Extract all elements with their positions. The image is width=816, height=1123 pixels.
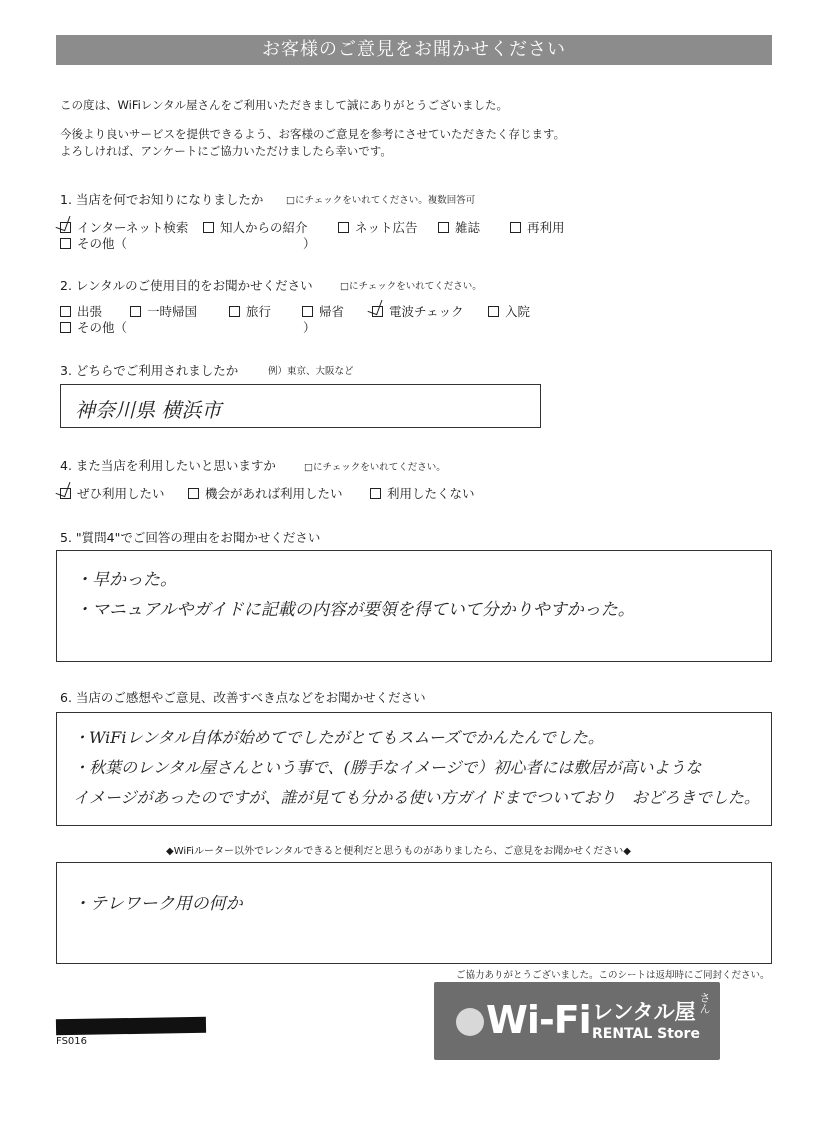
q2-label: 2. レンタルのご使用目的をお聞かせください (60, 278, 313, 293)
q5-answer-line-1: ・早かった。 (75, 570, 177, 590)
checkbox-icon[interactable] (229, 306, 240, 317)
checkbox-icon[interactable] (302, 306, 313, 317)
option-label: ネット広告 (355, 220, 418, 235)
intro-line-1: この度は、WiFiレンタル屋さんをご利用いただきまして誠にありがとうございました。 (60, 98, 509, 112)
logo-jp: レンタル屋 (592, 1000, 696, 1024)
q2-option-temp-return[interactable] (130, 302, 197, 320)
redacted-id (56, 1017, 206, 1036)
q6-label: 6. 当店のご感想やご意見、改善すべき点などをお聞かせください (60, 690, 426, 705)
q1-option-magazine[interactable] (438, 218, 480, 236)
q3-label: 3. どちらでご利用されましたか (60, 363, 239, 378)
option-label: 電波チェック (389, 304, 464, 319)
form-code: FS016 (56, 1036, 88, 1047)
option-label: 利用したくない (387, 486, 475, 501)
q2-option-signal-check[interactable] (372, 302, 464, 320)
checkbox-icon[interactable] (488, 306, 499, 317)
option-label: 雑誌 (455, 220, 481, 235)
checkbox-icon[interactable] (372, 306, 383, 317)
q1-option-referral[interactable] (203, 218, 308, 236)
q3-answer: 神奈川県 横浜市 (75, 398, 222, 422)
checkbox-icon[interactable] (60, 238, 71, 249)
intro-line-2: 今後より良いサービスを提供できるよう、お客様のご意見を参考にさせていただきたく存じます。 (60, 127, 566, 141)
checkbox-icon[interactable] (130, 306, 141, 317)
q6-answer-box[interactable] (56, 712, 772, 826)
option-label: 一時帰国 (147, 304, 198, 319)
checkbox-icon[interactable] (60, 322, 71, 333)
checkbox-icon[interactable] (188, 488, 199, 499)
q2-option-travel[interactable] (229, 302, 271, 320)
q2-option-other[interactable] (60, 318, 127, 336)
q1-option-web-ad[interactable] (338, 218, 418, 236)
q1-option-other[interactable] (60, 234, 127, 252)
q4-option-if-chance[interactable] (188, 484, 343, 502)
q2-option-hospital[interactable] (488, 302, 530, 320)
checkbox-icon[interactable] (60, 306, 71, 317)
checkbox-icon[interactable] (510, 222, 521, 233)
mascot-icon (456, 1008, 484, 1036)
q7-answer-box[interactable] (56, 862, 772, 964)
q7-answer: ・テレワーク用の何か (73, 894, 243, 914)
q5-answer-line-2: ・マニュアルやガイドに記載の内容が要領を得ていて分かりやすかった。 (75, 600, 635, 620)
q3-note: 例）東京、大阪など (268, 366, 354, 377)
option-label: 知人からの紹介 (220, 220, 308, 235)
logo-wifi: Wi-Fi (486, 998, 591, 1042)
q1-option-reuse[interactable] (510, 218, 565, 236)
checkbox-icon[interactable] (60, 488, 71, 499)
option-label: 旅行 (246, 304, 272, 319)
q3-answer-box[interactable] (60, 384, 541, 428)
option-label: 機会があれば利用したい (205, 486, 343, 501)
checkbox-icon[interactable] (60, 222, 71, 233)
store-logo (434, 982, 720, 1060)
q4-option-no[interactable] (370, 484, 475, 502)
q1-note: □にチェックをいれてください。複数回答可 (286, 195, 476, 206)
q5-label: 5. "質問4"でご回答の理由をお聞かせください (60, 530, 321, 545)
q6-answer-line-3: イメージがあったのですが、誰が見ても分かる使い方ガイドまでついており おどろきでした。 (73, 788, 760, 807)
q4-option-definitely[interactable] (60, 484, 165, 502)
option-label: インターネット検索 (77, 220, 189, 235)
option-label: 入院 (505, 304, 531, 319)
q1-other-close: ） (303, 236, 316, 251)
logo-en: RENTAL Store (592, 1026, 700, 1042)
option-label: 出張 (77, 304, 103, 319)
checkbox-icon[interactable] (338, 222, 349, 233)
logo-san: さん (698, 992, 711, 1014)
q5-answer-box[interactable] (56, 550, 772, 662)
q7-label: ◆WiFiルーター以外でレンタルできると便利だと思うものがありましたら、ご意見をお聞かせください◆ (166, 846, 631, 857)
form-title: お客様のご意見をお聞かせください (56, 35, 772, 65)
intro-line-3: よろしければ、アンケートにご協力いただけましたら幸いです。 (60, 144, 392, 158)
option-label: ぜひ利用したい (77, 486, 165, 501)
q1-label: 1. 当店を何でお知りになりましたか (60, 192, 264, 207)
footer-note: ご協力ありがとうございました。このシートは返却時にご同封ください。 (456, 970, 770, 981)
checkbox-icon[interactable] (370, 488, 381, 499)
checkbox-icon[interactable] (203, 222, 214, 233)
option-label: その他（ (77, 320, 128, 335)
option-label: 帰省 (319, 304, 345, 319)
q6-answer-line-1: ・WiFiレンタル自体が始めてでしたがとてもスムーズでかんたんでした。 (73, 728, 604, 747)
q2-note: □にチェックをいれてください。 (340, 281, 482, 292)
option-label: その他（ (77, 236, 128, 251)
q4-note: □にチェックをいれてください。 (304, 462, 446, 473)
checkbox-icon[interactable] (438, 222, 449, 233)
option-label: 再利用 (527, 220, 565, 235)
q6-answer-line-2: ・秋葉のレンタル屋さんという事で、(勝手なイメージで）初心者には敷居が高いような (73, 758, 702, 777)
q2-other-close: ） (303, 320, 316, 335)
q4-label: 4. また当店を利用したいと思いますか (60, 458, 276, 473)
